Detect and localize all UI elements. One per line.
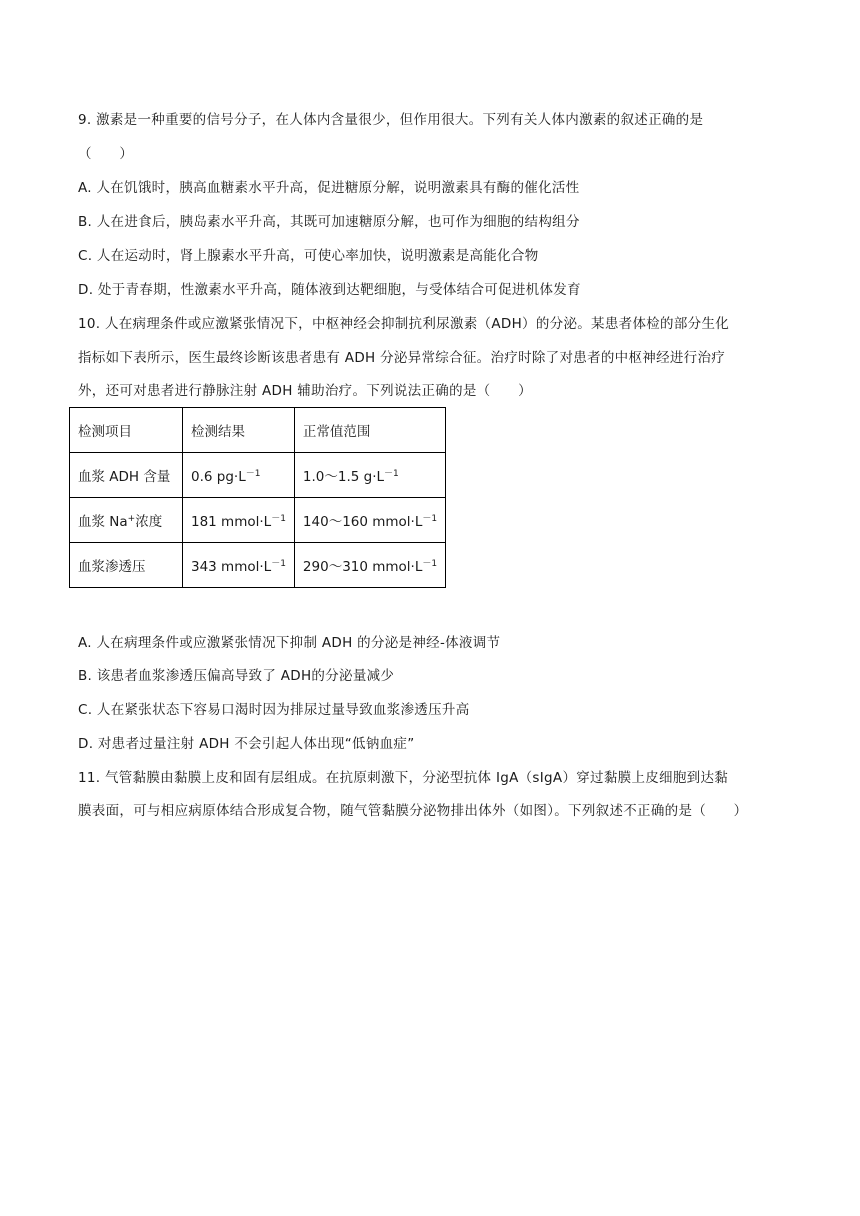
q10-option-c: C. 人在紧张状态下容易口渴时因为排尿过量导致血浆渗透压升高: [78, 702, 470, 718]
table-header-cell: 检测项目: [70, 408, 183, 453]
q9-option-d: D. 处于青春期，性激素水平升高，随体液到达靶细胞，与受体结合可促进机体发育: [78, 282, 581, 298]
table-cell-result: 343 $mmol\cdot L^{-1}$: [183, 543, 295, 588]
q9-stem-line2: （ ）: [78, 146, 134, 162]
q10-stem-line2: 指标如下表所示，医生最终诊断该患者患有 ADH 分泌异常综合征。治疗时除了对患者的中枢神经进行治疗: [78, 350, 726, 366]
table-cell-item: 血浆 Na+浓度: [70, 498, 183, 543]
q10-option-d: D. 对患者过量注射 ADH 不会引起人体出现“低钠血症”: [78, 736, 415, 752]
q9-stem-line1: 9. 激素是一种重要的信号分子，在人体内含量很少，但作用很大。下列有关人体内激素的叙述正确的是: [78, 112, 704, 128]
table-row: [70, 498, 446, 543]
table-cell-range: 1.0～1.5 $g\cdot L^{-1}$: [294, 453, 445, 498]
table-header-row: [70, 408, 446, 453]
table-header-cell: 正常值范围: [294, 408, 445, 453]
q9-option-c: C. 人在运动时，肾上腺素水平升高，可使心率加快，说明激素是高能化合物: [78, 248, 539, 264]
table-header-cell: 检测结果: [183, 408, 295, 453]
q9-option-a: A. 人在饥饿时，胰高血糖素水平升高，促进糖原分解，说明激素具有酶的催化活性: [78, 180, 580, 196]
q10-option-b: B. 该患者血浆渗透压偏高导致了 ADH的分泌量减少: [78, 668, 395, 684]
table-cell-result: 181 $mmol\cdot L^{-1}$: [183, 498, 295, 543]
table-row: [70, 543, 446, 588]
table-cell-item: 血浆渗透压: [70, 543, 183, 588]
q10-stem-line3: 外，还可对患者进行静脉注射 ADH 辅助治疗。下列说法正确的是（ ）: [78, 383, 532, 399]
table-cell-result: 0.6 $pg\cdot L^{-1}$: [183, 453, 295, 498]
table-cell-range: 140～160 $mmol\cdot L^{-1}$: [294, 498, 445, 543]
q10-stem-line1: 10. 人在病理条件或应激紧张情况下，中枢神经会抑制抗利尿激素（ADH）的分泌。某患者体检的部分生化: [78, 316, 730, 332]
q11-stem-line1: 11. 气管黏膜由黏膜上皮和固有层组成。在抗原刺激下，分泌型抗体 IgA（sIgA）穿过黏膜上皮细胞到达黏: [78, 770, 729, 786]
q10-option-a: A. 人在病理条件或应激紧张情况下抑制 ADH 的分泌是神经-体液调节: [78, 635, 501, 651]
table-cell-item: 血浆 ADH 含量: [70, 453, 183, 498]
table-row: [70, 453, 446, 498]
lab-results-table: [69, 407, 446, 588]
q11-stem-line2: 膜表面，可与相应病原体结合形成复合物，随气管黏膜分泌物排出体外（如图）。下列叙述不正确的是（ ）: [78, 803, 748, 819]
table-cell-range: 290～310 $mmol\cdot L^{-1}$: [294, 543, 445, 588]
q9-option-b: B. 人在进食后，胰岛素水平升高，其既可加速糖原分解，也可作为细胞的结构组分: [78, 214, 580, 230]
